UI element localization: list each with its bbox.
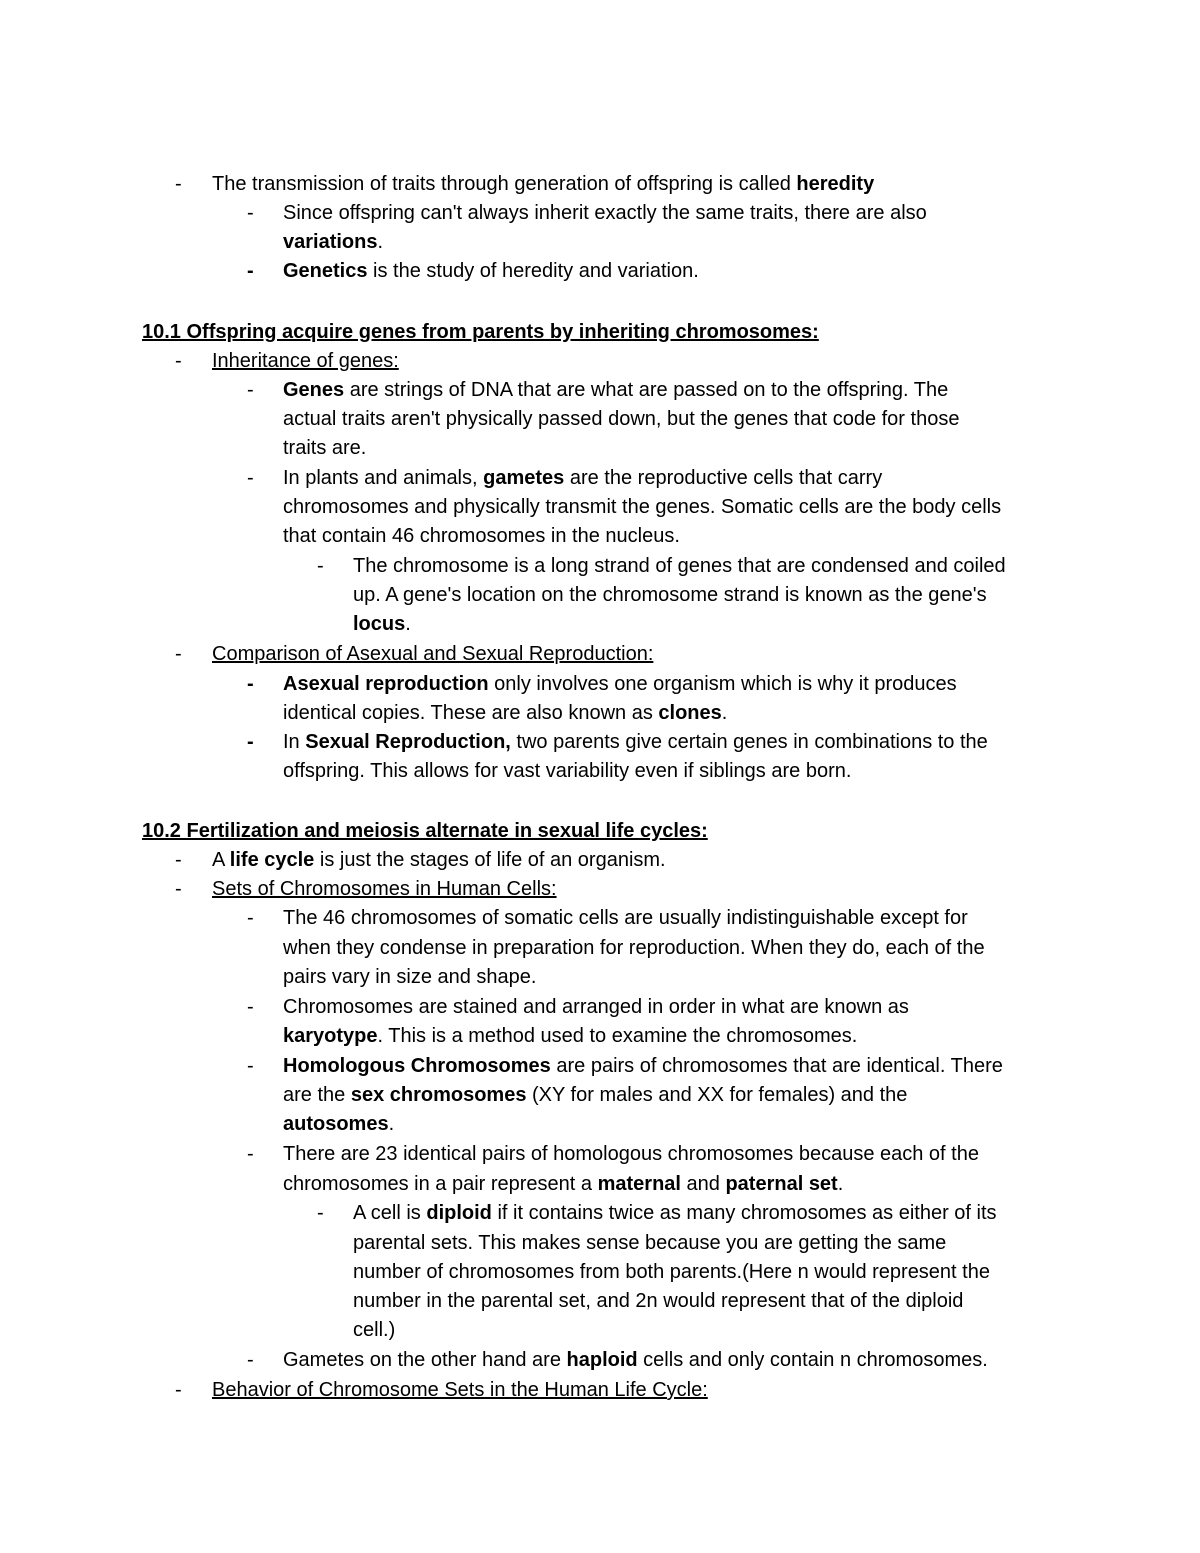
bullet-dash: - [175, 1379, 182, 1401]
bullet-dash: - [175, 173, 182, 195]
asexual-line-2: identical copies. These are also known as clones. [283, 702, 728, 724]
genes-line-3: traits are. [283, 437, 367, 459]
sexual-line-1: In Sexual Reproduction, two parents give certain genes in combinations to the [283, 731, 988, 753]
diploid-line-2: parental sets. This makes sense because you are getting the same [353, 1232, 947, 1254]
homologous-line-3: autosomes. [283, 1113, 395, 1135]
bullet-dash: - [317, 1202, 324, 1224]
term-locus: locus [353, 613, 406, 635]
section-heading-10-2: 10.2 Fertilization and meiosis alternate in sexual life cycles: [142, 820, 708, 842]
p46-line-1: The 46 chromosomes of somatic cells are usually indistinguishable except for [283, 907, 968, 929]
term-diploid: diploid [426, 1202, 492, 1224]
bullet-dash: - [247, 379, 254, 401]
pairs23-line-1: There are 23 identical pairs of homologous chromosomes because each of the [283, 1143, 979, 1165]
gametes-line-3: that contain 46 chromosomes in the nucleus. [283, 525, 680, 547]
term-genetics: Genetics [283, 260, 368, 282]
term-life-cycle: life cycle [229, 849, 315, 871]
bullet-dash: - [247, 467, 254, 489]
intro-variations-line: Since offspring can't always inherit exactly the same traits, there are also [283, 202, 927, 224]
term-variations: variations [283, 231, 378, 253]
chromosome-line-2: up. A gene's location on the chromosome strand is known as the gene's [353, 584, 987, 606]
bullet-dash: - [247, 907, 254, 929]
genes-line-2: actual traits aren't physically passed down, but the genes that code for those [283, 408, 960, 430]
bullet-dash: - [175, 849, 182, 871]
diploid-line-4: number in the parental set, and 2n would represent that of the diploid [353, 1290, 964, 1312]
term-clones: clones [658, 702, 722, 724]
gametes-line-1: In plants and animals, gametes are the reproductive cells that carry [283, 467, 883, 489]
term-heredity: heredity [796, 173, 875, 195]
chromosome-line-3: locus. [353, 613, 411, 635]
intro-heredity-line: The transmission of traits through generation of offspring is called heredity [212, 173, 875, 195]
p46-line-3: pairs vary in size and shape. [283, 966, 537, 988]
term-gametes: gametes [483, 467, 565, 489]
term-genes: Genes [283, 379, 345, 401]
subheading-comparison: Comparison of Asexual and Sexual Reproduction: [212, 643, 654, 665]
homologous-line-2: are the sex chromosomes (XY for males and XX for females) and the [283, 1084, 908, 1106]
karyotype-line-1: Chromosomes are stained and arranged in order in what are known as [283, 996, 909, 1018]
bullet-dash: - [247, 202, 254, 224]
bullet-dash: - [247, 731, 254, 753]
life-cycle-line: A life cycle is just the stages of life of an organism. [212, 849, 666, 871]
bullet-dash: - [247, 1349, 254, 1371]
bullet-dash: - [247, 673, 254, 695]
genes-line-1: Genes are strings of DNA that are what are passed on to the offspring. The [283, 379, 949, 401]
karyotype-line-2: karyotype. This is a method used to examine the chromosomes. [283, 1025, 858, 1047]
bullet-dash: - [317, 555, 324, 577]
gametes-line-2: chromosomes and physically transmit the genes. Somatic cells are the body cells [283, 496, 1002, 518]
term-autosomes: autosomes [283, 1113, 389, 1135]
bullet-dash: - [247, 996, 254, 1018]
term-sexual-reproduction: Sexual Reproduction, [305, 731, 511, 753]
intro-variations-line-2: variations. [283, 231, 384, 253]
term-asexual-reproduction: Asexual reproduction [283, 673, 489, 695]
subheading-inheritance: Inheritance of genes: [212, 350, 399, 372]
chromosome-line-1: The chromosome is a long strand of genes that are condensed and coiled [353, 555, 1006, 577]
term-sex-chromosomes: sex chromosomes [350, 1084, 527, 1106]
pairs23-line-2: chromosomes in a pair represent a maternal and paternal set. [283, 1173, 844, 1195]
term-homologous-chromosomes: Homologous Chromosomes [283, 1055, 551, 1077]
asexual-line-1: Asexual reproduction only involves one organism which is why it produces [283, 673, 957, 695]
bullet-dash: - [247, 1143, 254, 1165]
bullet-dash: - [247, 1055, 254, 1077]
term-paternal-set: paternal set [725, 1173, 838, 1195]
diploid-line-1: A cell is diploid if it contains twice as many chromosomes as either of its [353, 1202, 997, 1224]
diploid-line-5: cell.) [353, 1319, 396, 1341]
term-karyotype: karyotype [283, 1025, 378, 1047]
p46-line-2: when they condense in preparation for reproduction. When they do, each of the [283, 937, 985, 959]
bullet-dash: - [175, 350, 182, 372]
subheading-sets: Sets of Chromosomes in Human Cells: [212, 878, 557, 900]
sexual-line-2: offspring. This allows for vast variability even if siblings are born. [283, 760, 852, 782]
bullet-dash: - [175, 878, 182, 900]
intro-genetics-line: Genetics is the study of heredity and variation. [283, 260, 699, 282]
section-heading-10-1: 10.1 Offspring acquire genes from parents by inheriting chromosomes: [142, 321, 819, 343]
bullet-dash: - [247, 260, 254, 282]
term-haploid: haploid [566, 1349, 638, 1371]
haploid-line: Gametes on the other hand are haploid cells and only contain n chromosomes. [283, 1349, 988, 1371]
homologous-line-1: Homologous Chromosomes are pairs of chromosomes that are identical. There [283, 1055, 1003, 1077]
subheading-behavior: Behavior of Chromosome Sets in the Human Life Cycle: [212, 1379, 708, 1401]
diploid-line-3: number of chromosomes from both parents.(Here n would represent the [353, 1261, 990, 1283]
term-maternal: maternal [597, 1173, 681, 1195]
bullet-dash: - [175, 643, 182, 665]
